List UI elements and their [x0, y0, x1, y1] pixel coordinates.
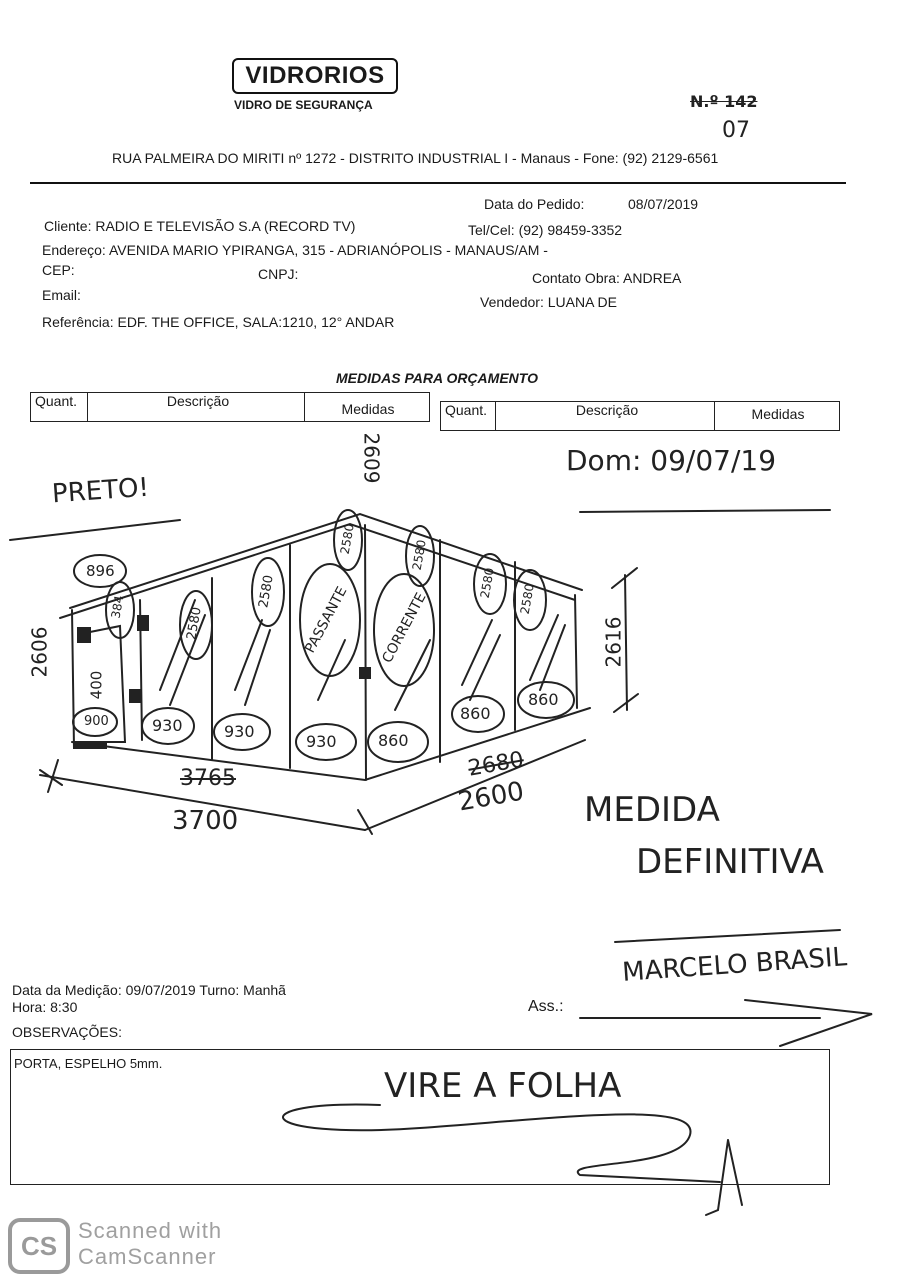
- panel-height: 2580: [184, 605, 205, 642]
- panel-height: 2580: [409, 538, 429, 572]
- address-field: Endereço: AVENIDA MARIO YPIRANGA, 315 - ADRIANÓPOLIS - MANAUS/AM -: [42, 242, 548, 258]
- panel-height: 2580: [477, 566, 497, 600]
- cnpj-field: CNPJ:: [258, 266, 299, 282]
- total-right: 2600: [455, 776, 527, 818]
- col-descricao: Descrição: [88, 393, 305, 421]
- observations-handwritten: VIRE A FOLHA: [384, 1066, 622, 1106]
- reference-field: Referência: EDF. THE OFFICE, SALA:1210, 12° ANDAR: [42, 314, 395, 330]
- order-number: N.º 142: [690, 92, 758, 111]
- badge-small: 384: [108, 594, 127, 620]
- measures-title: MEDIDAS PARA ORÇAMENTO: [336, 370, 538, 386]
- total-right-old: 2680: [466, 747, 526, 782]
- dim-height-right: 2616: [601, 616, 626, 668]
- width-right: 860: [528, 690, 559, 709]
- watermark-line1: Scanned with: [78, 1218, 223, 1243]
- sketch-note-preto: PRETO!: [51, 472, 150, 510]
- width-left: 930: [152, 716, 183, 735]
- badge-top: 896: [86, 562, 115, 580]
- email-field: Email:: [42, 287, 81, 303]
- note-definitiva: DEFINITIVA: [636, 842, 824, 882]
- col-medidas: Medidas: [751, 406, 805, 422]
- order-number-hand: 07: [722, 118, 750, 143]
- company-logo: VIDRORIOS: [232, 58, 398, 94]
- col-medidas: Medidas: [341, 401, 395, 417]
- col-quant: Quant.: [441, 402, 496, 430]
- contact-field: Contato Obra: ANDREA: [532, 270, 682, 286]
- total-left-old: 3765: [180, 766, 236, 791]
- col-quant: Quant.: [31, 393, 88, 421]
- width-right: 860: [378, 731, 409, 750]
- dim-height-center: 2609: [359, 432, 384, 484]
- door-dim-400: 400: [87, 670, 106, 700]
- panel-height: 2580: [517, 582, 537, 616]
- signature-label: Ass.:: [528, 998, 564, 1015]
- width-right: 860: [460, 704, 491, 723]
- note-medida: MEDIDA: [584, 790, 720, 830]
- watermark-line2: CamScanner: [78, 1244, 217, 1269]
- seller-field: Vendedor: LUANA DE: [480, 294, 617, 310]
- total-left: 3700: [172, 806, 239, 836]
- company-tagline: VIDRO DE SEGURANÇA: [234, 98, 373, 112]
- order-date-label: Data do Pedido:: [484, 196, 585, 212]
- company-address: RUA PALMEIRA DO MIRITI nº 1272 - DISTRITO INDUSTRIAL I - Manaus - Fone: (92) 2129-6561: [112, 150, 719, 166]
- col-descricao: Descrição: [496, 402, 715, 430]
- width-left: 930: [306, 732, 337, 751]
- observations-label: OBSERVAÇÕES:: [12, 1024, 122, 1040]
- measure-hour: Hora: 8:30: [12, 999, 78, 1015]
- client-field: Cliente: RADIO E TELEVISÃO S.A (RECORD TV): [44, 218, 356, 234]
- dim-height-left: 2606: [27, 626, 52, 678]
- measure-date: Data da Medição: 09/07/2019 Turno: Manhã: [12, 982, 286, 998]
- label-passante: PASSANTE: [302, 584, 351, 656]
- width-left: 930: [224, 722, 255, 741]
- phone-field: Tel/Cel: (92) 98459-3352: [468, 222, 623, 238]
- camscanner-logo-icon: CS: [8, 1218, 70, 1274]
- cep-field: CEP:: [42, 262, 75, 278]
- panel-height: 2580: [337, 522, 357, 556]
- signature: MARCELO BRASIL: [621, 942, 848, 988]
- panel-height: 2580: [256, 573, 277, 610]
- sketch-note-date: Dom: 09/07/19: [566, 444, 777, 477]
- order-date-value: 08/07/2019: [628, 196, 699, 212]
- observations-text: PORTA, ESPELHO 5mm.: [14, 1056, 163, 1071]
- label-corrente: CORRENTE: [379, 590, 430, 666]
- door-dim-900: 900: [84, 714, 109, 729]
